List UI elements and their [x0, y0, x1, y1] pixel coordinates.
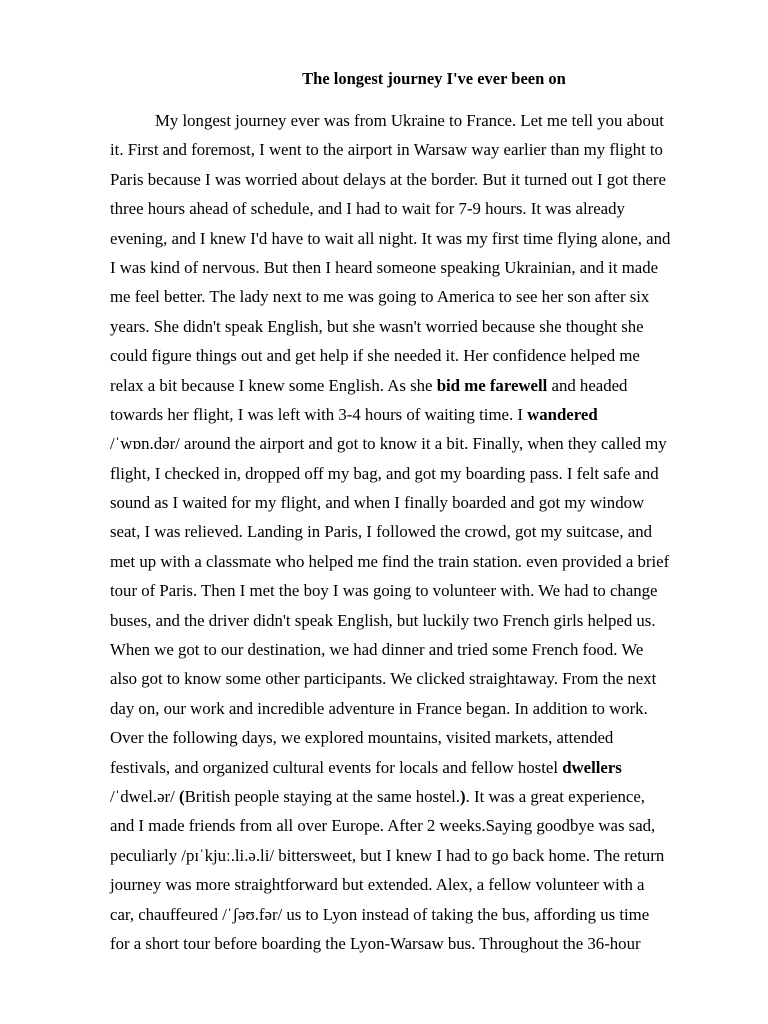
- text-line: [110, 606, 720, 635]
- text-line: [110, 400, 720, 429]
- text-run: tour of Paris. Then I met the boy I was going to volunteer with. We had to change: [110, 581, 658, 601]
- text-run: also got to know some other participants. We clicked straightaway. From the next: [110, 669, 657, 689]
- text-line: [110, 459, 720, 488]
- text-line: [110, 165, 720, 194]
- text-run: peculiarly /pɪˈkjuː.li.ə.li/ bittersweet, but I knew I had to go back home. The return: [110, 845, 665, 865]
- text-run: me feel better. The lady next to me was going to America to see her son after six: [110, 287, 650, 307]
- text-run: met up with a classmate who helped me find the train station. even provided a brief: [110, 551, 670, 571]
- text-line: [110, 106, 720, 135]
- text-run: Over the following days, we explored mountains, visited markets, attended: [110, 728, 614, 748]
- text-line: [110, 870, 720, 899]
- text-run: . It was a great experience,: [465, 786, 645, 806]
- text-run: I was kind of nervous. But then I heard someone speaking Ukrainian, and it made: [110, 257, 659, 277]
- bold-term: ): [460, 786, 466, 806]
- text-line: [110, 194, 720, 223]
- bold-term: wandered: [527, 404, 598, 424]
- text-run: festivals, and organized cultural events for locals and fellow hostel: [110, 757, 563, 777]
- text-run: years. She didn't speak English, but she wasn't worried because she thought she: [110, 316, 644, 336]
- text-run: journey was more straightforward but extended. Alex, a fellow volunteer with a: [110, 875, 645, 895]
- text-line: [110, 429, 720, 458]
- bold-term: bid me farewell: [436, 375, 548, 395]
- text-line: [110, 723, 720, 752]
- text-line: [110, 371, 720, 400]
- text-run: seat, I was relieved. Landing in Paris, I followed the crowd, got my suitcase, and: [110, 522, 652, 542]
- text-line: [110, 253, 720, 282]
- text-line: [110, 811, 720, 840]
- text-run: car, chauffeured /ˈʃəʊ.fər/ us to Lyon instead of taking the bus, affording us time: [110, 904, 650, 924]
- text-line: [110, 664, 720, 693]
- document-body: [110, 106, 720, 958]
- bold-term: dwellers: [562, 757, 622, 777]
- text-run: When we got to our destination, we had dinner and tried some French food. We: [110, 640, 644, 660]
- text-run: it. First and foremost, I went to the airport in Warsaw way earlier than my flight to: [110, 140, 663, 160]
- text-line: [110, 635, 720, 664]
- text-run: day on, our work and incredible adventure in France began. In addition to work.: [110, 698, 648, 718]
- text-line: [110, 841, 720, 870]
- text-run: Paris because I was worried about delays at the border. But it turned out I got there: [110, 169, 666, 189]
- text-run: for a short tour before boarding the Lyon-Warsaw bus. Throughout the 36-hour: [110, 933, 641, 953]
- text-run: flight, I checked in, dropped off my bag, and got my boarding pass. I felt safe and: [110, 463, 659, 483]
- text-run: buses, and the driver didn't speak English, but luckily two French girls helped us.: [110, 610, 656, 630]
- text-run: /ˈdwel.ər/: [110, 786, 179, 806]
- text-line: [110, 312, 720, 341]
- text-line: [110, 517, 720, 546]
- text-run: sound as I waited for my flight, and when I finally boarded and got my window: [110, 493, 645, 513]
- text-run: could figure things out and get help if she needed it. Her confidence helped me: [110, 346, 640, 366]
- text-line: [110, 782, 720, 811]
- text-run: towards her flight, I was left with 3-4 hours of waiting time. I: [110, 404, 528, 424]
- text-line: [110, 929, 720, 958]
- text-run: three hours ahead of schedule, and I had to wait for 7-9 hours. It was already: [110, 199, 625, 219]
- text-line: [110, 753, 720, 782]
- text-run: My longest journey ever was from Ukraine to France. Let me tell you about: [155, 111, 664, 130]
- text-run: and I made friends from all over Europe. After 2 weeks.Saying goodbye was sad,: [110, 816, 656, 836]
- text-line: [110, 224, 720, 253]
- text-run: /ˈwɒn.dər/ around the airport and got to know it a bit. Finally, when they called my: [110, 434, 667, 454]
- text-run: British people staying at the same hostel.: [184, 786, 461, 806]
- text-run: relax a bit because I knew some English. As she: [110, 375, 437, 395]
- text-line: [110, 547, 720, 576]
- text-line: [110, 488, 720, 517]
- document-title: The longest journey I've ever been on: [302, 69, 566, 88]
- text-line: [110, 135, 720, 164]
- text-line: [110, 694, 720, 723]
- text-run: and headed: [547, 375, 628, 395]
- text-run: evening, and I knew I'd have to wait all night. It was my first time flying alone, and: [110, 228, 671, 248]
- text-line: [110, 900, 720, 929]
- text-line: [110, 576, 720, 605]
- text-line: [110, 341, 720, 370]
- bold-term: (: [178, 786, 185, 806]
- text-line: [110, 282, 720, 311]
